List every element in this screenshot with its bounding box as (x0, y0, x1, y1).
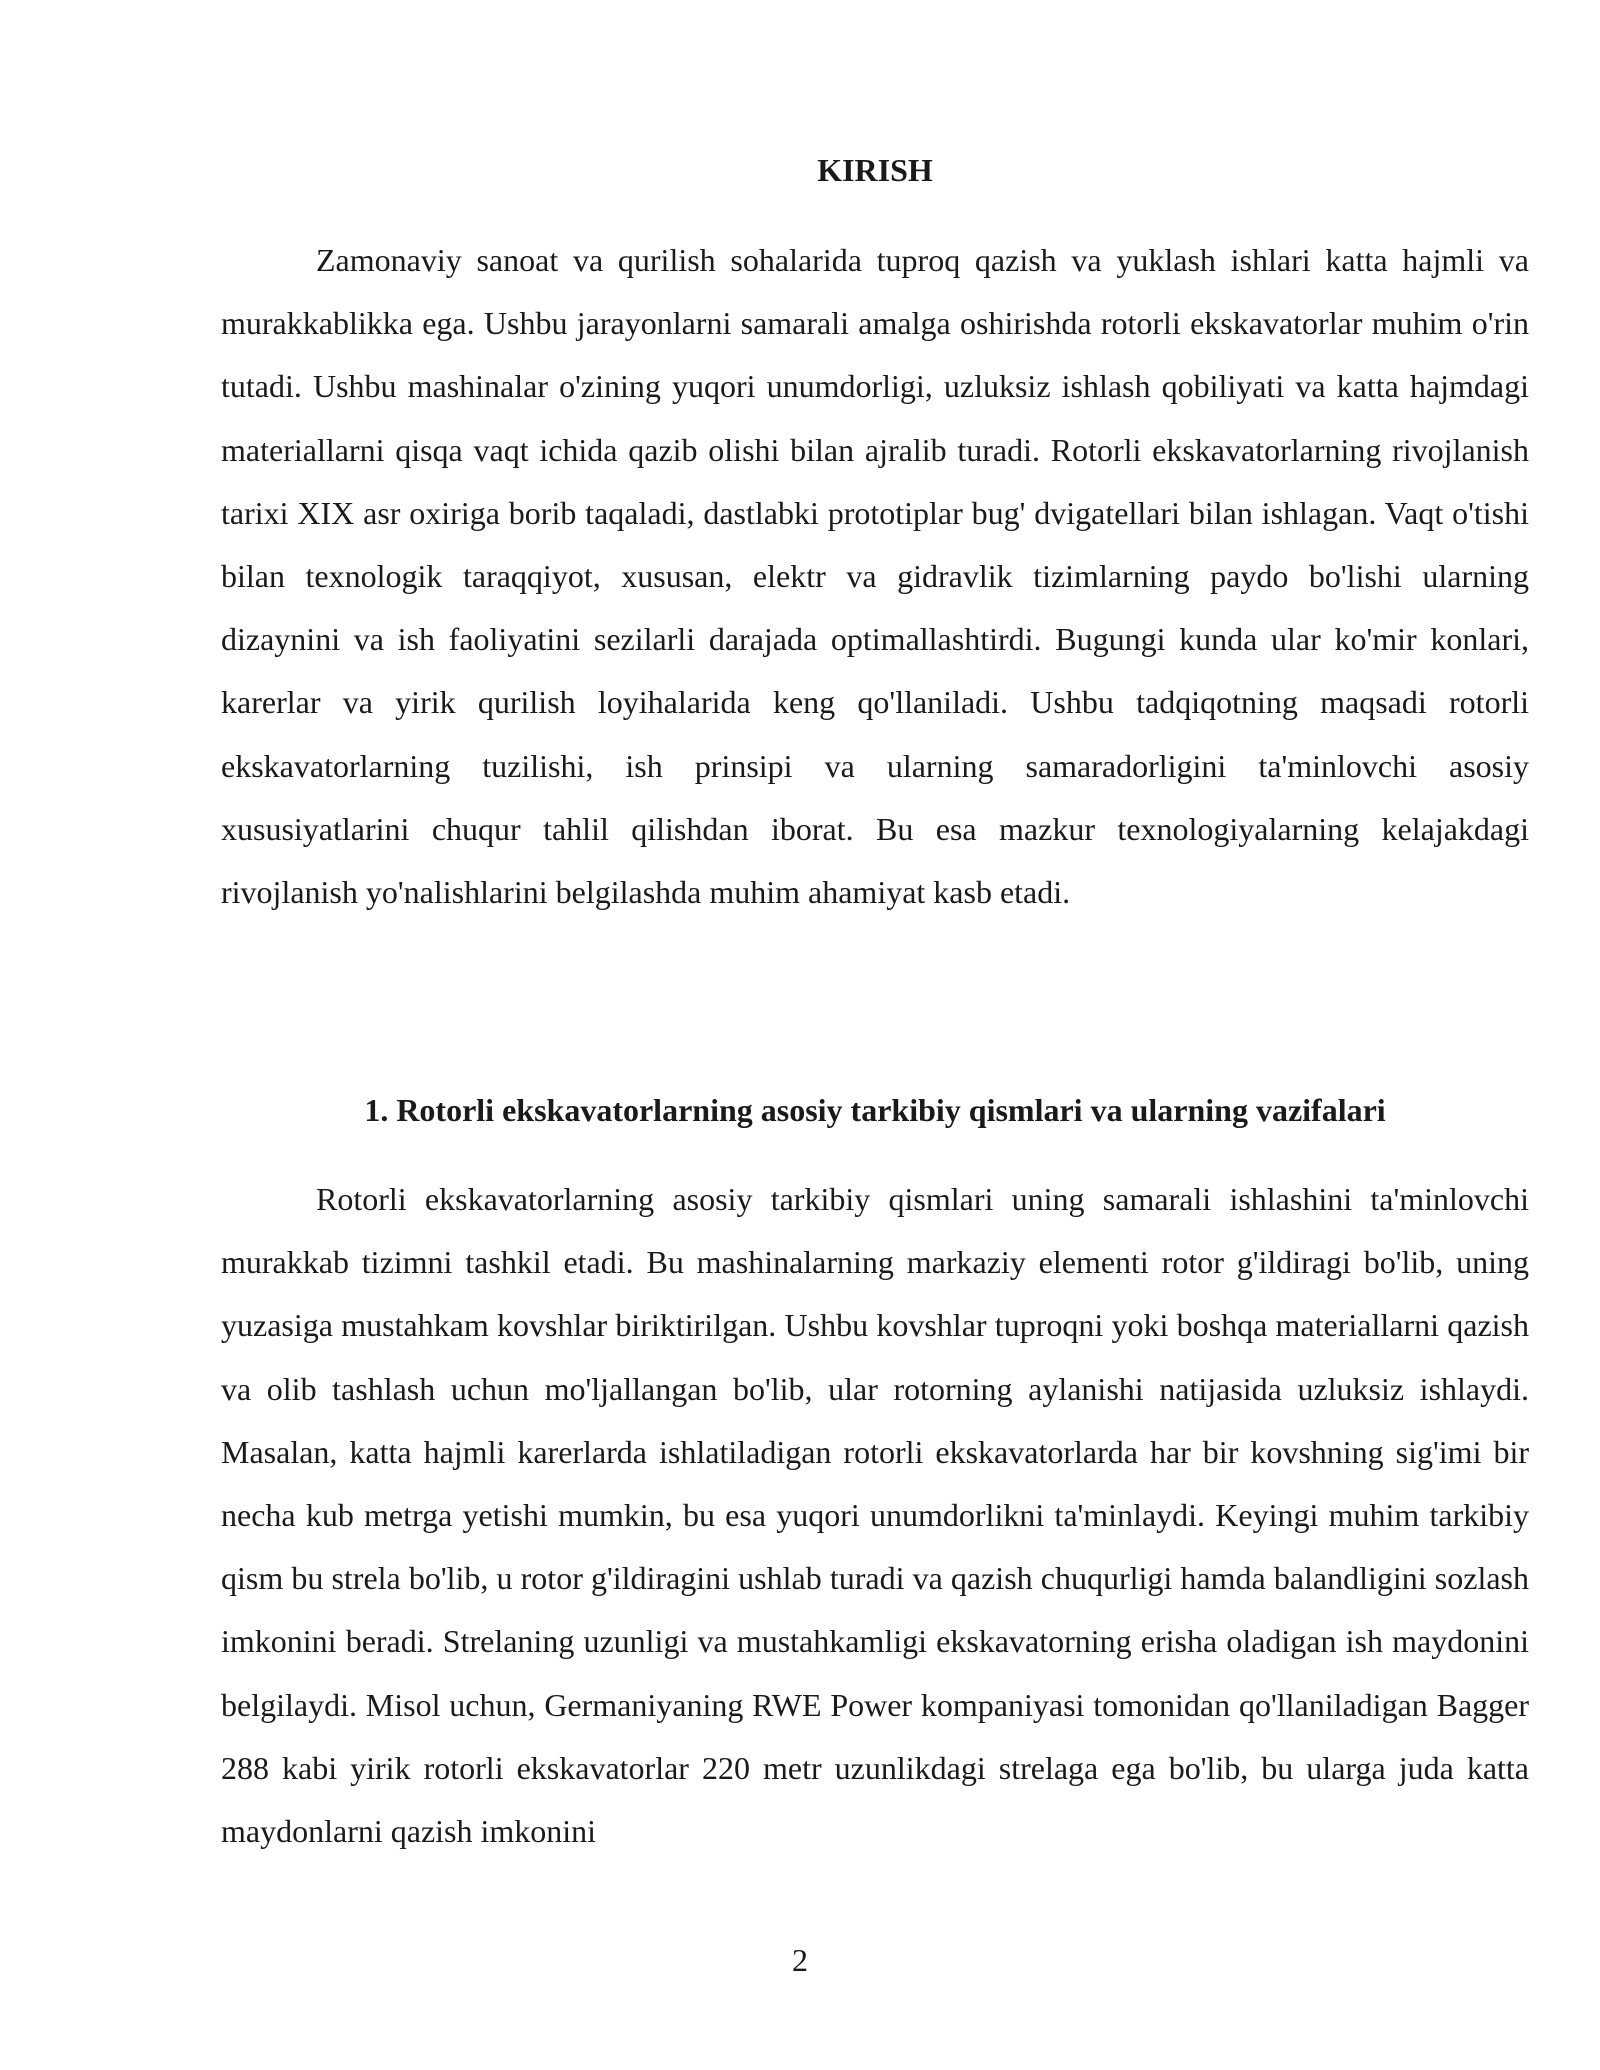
section-paragraph: Rotorli ekskavatorlarning asosiy tarkibiy qismlari uning samarali ishlashini ta'minlovchi murakkab tizimni tashkil etadi. Bu mashinalarning markaziy elementi rotor g'ildiragi bo'lib, uning yuzasiga mustahkam kovshlar biriktirilgan. Ushbu kovshlar tuproqni yoki boshqa materiallarni qazish va olib tashlash uchun mo'ljallangan bo'lib, ular rotorning aylanishi natijasida uzluksiz ishlaydi. Masalan, katta hajmli karerlarda ishlatiladigan rotorli ekskavatorlarda har bir kovshning sig'imi bir necha kub metrga yetishi mumkin, bu esa yuqori unumdorlikni ta'minlaydi. Keyingi muhim tarkibiy qism bu strela bo'lib, u rotor g'ildiragini ushlab turadi va qazish chuqurligi hamda balandligini sozlash imkonini beradi. Strelaning uzunligi va mustahkamligi ekskavatorning erisha oladigan ish maydonini belgilaydi. Misol uchun, Germaniyaning RWE Power kompaniyasi tomonidan qo'llaniladigan Bagger 288 kabi yirik rotorli ekskavatorlar 220 metr uzunlikdagi strelaga ega bo'lib, bu ularga juda katta maydonlarni qazish imkonini (221, 1181, 1529, 1850)
section-heading: 1. Rotorli ekskavatorlarning asosiy tarkibiy qismlari va ularning vazifalari (364, 1092, 1386, 1128)
page-title: KIRISH (817, 152, 933, 188)
page-number: 2 (792, 1942, 808, 1978)
intro-paragraph: Zamonaviy sanoat va qurilish sohalarida tuproq qazish va yuklash ishlari katta hajmli va murakkablikka ega. Ushbu jarayonlarni samarali amalga oshirishda rotorli ekskavatorlar muhim o'rin tutadi. Ushbu mashinalar o'zining yuqori unumdorligi, uzluksiz ishlash qobiliyati va katta hajmdagi materiallarni qisqa vaqt ichida qazib olishi bilan ajralib turadi. Rotorli ekskavatorlarning rivojlanish tarixi XIX asr oxiriga borib taqaladi, dastlabki prototiplar bug' dvigatellari bilan ishlagan. Vaqt o'tishi bilan texnologik taraqqiyot, xususan, elektr va gidravlik tizimlarning paydo bo'lishi ularning dizaynini va ish faoliyatini sezilarli darajada optimallashtirdi. Bugungi kunda ular ko'mir konlari, karerlar va yirik qurilish loyihalarida keng qo'llaniladi. Ushbu tadqiqotning maqsadi rotorli ekskavatorlarning tuzilishi, ish prinsipi va ularning samaradorligini ta'minlovchi asosiy xususiyatlarini chuqur tahlil qilishdan iborat. Bu esa mazkur texnologiyalarning kelajakdagi rivojlanish yo'nalishlarini belgilashda muhim ahamiyat kasb etadi. (221, 242, 1529, 911)
